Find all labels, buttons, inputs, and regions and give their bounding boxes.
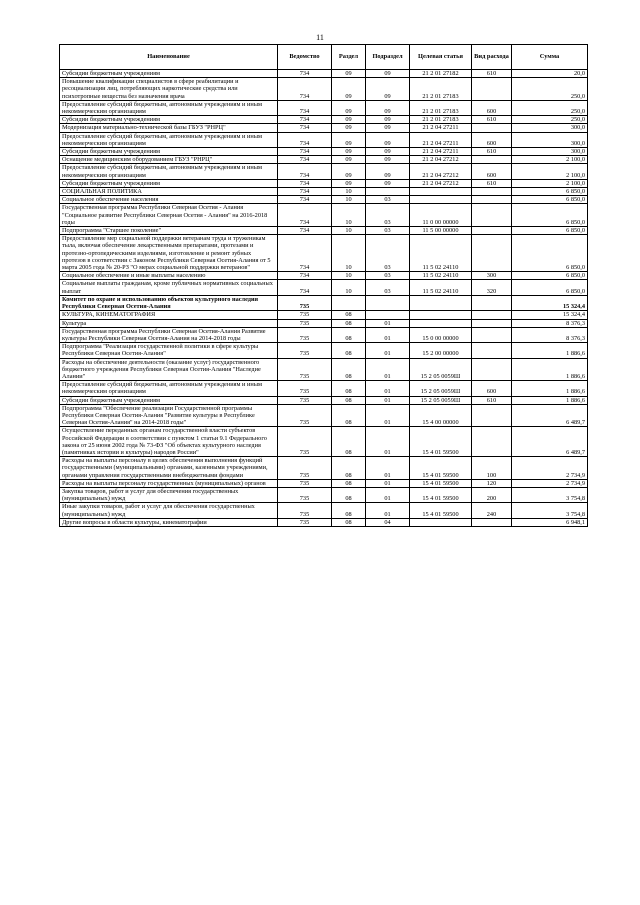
row-section-cell: 10 [332, 272, 366, 280]
row-target-article-cell: 21 2 01 27182 [410, 70, 472, 78]
row-name-cell: Иные закупки товаров, работ и услуг для обеспечения государственных (муниципальных) нужд [60, 503, 278, 518]
row-section-cell: 09 [332, 70, 366, 78]
row-expense-type-cell [472, 319, 512, 327]
row-expense-type-cell: 610 [472, 70, 512, 78]
row-expense-type-cell [472, 358, 512, 381]
row-department-cell: 735 [278, 427, 332, 457]
col-header-expense-type: Вид расхода [472, 45, 512, 70]
row-department-cell: 734 [278, 204, 332, 227]
row-expense-type-cell [472, 295, 512, 310]
row-sum-cell: 2 100,0 [512, 164, 588, 179]
row-section-cell: 08 [332, 503, 366, 518]
row-sum-cell: 8 376,3 [512, 327, 588, 342]
page-number: 11 [316, 33, 324, 42]
row-target-article-cell: 15 2 05 0059Ш [410, 381, 472, 396]
row-section-cell: 09 [332, 179, 366, 187]
row-sum-cell: 3 754,8 [512, 487, 588, 502]
row-subsection-cell: 01 [366, 503, 410, 518]
row-expense-type-cell: 610 [472, 148, 512, 156]
row-subsection-cell: 01 [366, 381, 410, 396]
row-expense-type-cell: 240 [472, 503, 512, 518]
row-sum-cell: 1 886,6 [512, 358, 588, 381]
row-section-cell: 10 [332, 235, 366, 272]
table-row [60, 78, 588, 101]
row-sum-cell: 2 734,9 [512, 457, 588, 480]
row-target-article-cell: 21 2 01 27183 [410, 78, 472, 101]
row-expense-type-cell [472, 196, 512, 204]
row-sum-cell: 6 948,1 [512, 518, 588, 526]
row-section-cell: 10 [332, 280, 366, 295]
row-target-article-cell: 11 5 02 24110 [410, 280, 472, 295]
table-row [60, 319, 588, 327]
row-section-cell: 08 [332, 487, 366, 502]
row-subsection-cell: 01 [366, 487, 410, 502]
row-sum-cell: 250,0 [512, 78, 588, 101]
row-department-cell: 734 [278, 156, 332, 164]
row-sum-cell: 8 376,3 [512, 319, 588, 327]
row-department-cell: 735 [278, 503, 332, 518]
row-name-cell: Социальное обеспечение и иные выплаты населению [60, 272, 278, 280]
row-section-cell: 08 [332, 427, 366, 457]
row-subsection-cell [366, 311, 410, 319]
row-department-cell: 734 [278, 235, 332, 272]
row-subsection-cell [366, 295, 410, 310]
row-target-article-cell: 11 5 00 00000 [410, 227, 472, 235]
row-target-article-cell: 21 2 04 27212 [410, 156, 472, 164]
row-section-cell: 09 [332, 78, 366, 101]
row-sum-cell: 2 100,0 [512, 179, 588, 187]
row-expense-type-cell [472, 204, 512, 227]
row-section-cell: 10 [332, 204, 366, 227]
row-department-cell: 734 [278, 188, 332, 196]
row-department-cell: 734 [278, 116, 332, 124]
row-name-cell: Предоставление субсидий бюджетным, автономным учреждениям и иным некоммерческим организациям [60, 381, 278, 396]
row-department-cell: 735 [278, 327, 332, 342]
row-subsection-cell: 09 [366, 164, 410, 179]
row-name-cell: Социальные выплаты гражданам, кроме публичных нормативных социальных выплат [60, 280, 278, 295]
row-subsection-cell: 01 [366, 404, 410, 427]
row-department-cell: 735 [278, 381, 332, 396]
row-subsection-cell: 09 [366, 70, 410, 78]
row-sum-cell: 300,0 [512, 124, 588, 132]
row-section-cell [332, 295, 366, 310]
row-name-cell: Комитет по охране и использованию объектов культурного наследия Республики Северная Осетия-Алания [60, 295, 278, 310]
row-sum-cell: 6 850,0 [512, 272, 588, 280]
row-subsection-cell: 03 [366, 196, 410, 204]
row-sum-cell: 6 850,0 [512, 196, 588, 204]
row-section-cell: 09 [332, 148, 366, 156]
row-department-cell: 735 [278, 479, 332, 487]
row-expense-type-cell: 610 [472, 396, 512, 404]
col-header-section: Раздел [332, 45, 366, 70]
table-row [60, 148, 588, 156]
row-sum-cell: 20,0 [512, 70, 588, 78]
row-section-cell: 09 [332, 124, 366, 132]
row-expense-type-cell [472, 343, 512, 358]
row-target-article-cell [410, 518, 472, 526]
row-subsection-cell: 03 [366, 272, 410, 280]
row-sum-cell: 6 850,0 [512, 227, 588, 235]
row-expense-type-cell: 320 [472, 280, 512, 295]
row-section-cell: 09 [332, 156, 366, 164]
row-name-cell: Субсидии бюджетным учреждениям [60, 70, 278, 78]
row-target-article-cell: 15 2 05 0059Ш [410, 358, 472, 381]
row-subsection-cell: 09 [366, 124, 410, 132]
col-header-name: Наименование [60, 45, 278, 70]
row-name-cell: Предоставление субсидий бюджетным, автономным учреждениям и иным некоммерческим организациям [60, 164, 278, 179]
row-expense-type-cell: 600 [472, 132, 512, 147]
table-row [60, 235, 588, 272]
row-department-cell: 735 [278, 343, 332, 358]
row-section-cell: 10 [332, 188, 366, 196]
row-target-article-cell: 21 2 04 27212 [410, 164, 472, 179]
row-expense-type-cell [472, 78, 512, 101]
table-row [60, 204, 588, 227]
table-row [60, 457, 588, 480]
row-subsection-cell: 09 [366, 132, 410, 147]
row-name-cell: КУЛЬТУРА, КИНЕМАТОГРАФИЯ [60, 311, 278, 319]
table-row [60, 188, 588, 196]
row-section-cell: 08 [332, 311, 366, 319]
table-row [60, 280, 588, 295]
row-department-cell: 734 [278, 196, 332, 204]
row-department-cell: 734 [278, 70, 332, 78]
row-expense-type-cell: 610 [472, 179, 512, 187]
table-row [60, 116, 588, 124]
row-name-cell: Субсидии бюджетным учреждениям [60, 148, 278, 156]
row-sum-cell: 300,0 [512, 148, 588, 156]
row-expense-type-cell [472, 124, 512, 132]
row-department-cell: 735 [278, 404, 332, 427]
col-header-subsection: Подраздел [366, 45, 410, 70]
table-row [60, 295, 588, 310]
row-name-cell: Другие вопросы в области культуры, кинематографии [60, 518, 278, 526]
row-sum-cell: 6 850,0 [512, 188, 588, 196]
row-target-article-cell: 11 0 00 00000 [410, 204, 472, 227]
row-target-article-cell: 11 5 02 24110 [410, 272, 472, 280]
row-name-cell: Культура [60, 319, 278, 327]
row-section-cell: 08 [332, 479, 366, 487]
table-row [60, 327, 588, 342]
row-subsection-cell: 01 [366, 358, 410, 381]
row-section-cell: 10 [332, 227, 366, 235]
row-sum-cell: 6 850,0 [512, 235, 588, 272]
row-sum-cell: 15 324,4 [512, 295, 588, 310]
row-sum-cell: 250,0 [512, 100, 588, 115]
row-name-cell: Государственная программа Республики Северная Осетия-Алания Развитие культуры Республики Северная Осетия-Алания на 2014-2018 годы [60, 327, 278, 342]
row-target-article-cell: 21 2 01 27183 [410, 100, 472, 115]
row-sum-cell: 250,0 [512, 116, 588, 124]
row-sum-cell: 1 886,6 [512, 396, 588, 404]
row-name-cell: Повышение квалификации специалистов в сфере реабилитации и ресоциализации лиц, потребляющих наркотические средства или психотропные вещества без назначения врача [60, 78, 278, 101]
row-expense-type-cell [472, 404, 512, 427]
row-name-cell: Закупка товаров, работ и услуг для обеспечения государственных (муниципальных) нужд [60, 487, 278, 502]
row-expense-type-cell [472, 227, 512, 235]
row-name-cell: Подпрограмма "Обеспечение реализации Государственной программы Республики Северная Осетия-Алания "Развитие культуры в Республике Северная Осетия-Алания" на 2014-2018 годы" [60, 404, 278, 427]
row-target-article-cell: 11 5 02 24110 [410, 235, 472, 272]
row-sum-cell: 2 100,0 [512, 156, 588, 164]
row-expense-type-cell: 600 [472, 381, 512, 396]
row-subsection-cell: 01 [366, 479, 410, 487]
table-row [60, 479, 588, 487]
row-expense-type-cell [472, 156, 512, 164]
row-expense-type-cell: 100 [472, 457, 512, 480]
row-department-cell: 734 [278, 78, 332, 101]
row-name-cell: Подпрограмма "Реализация государственной политики в сфере культуры Республики Северная Осетия-Алания" [60, 343, 278, 358]
row-target-article-cell: 15 4 01 59500 [410, 503, 472, 518]
row-target-article-cell: 15 4 01 59500 [410, 487, 472, 502]
row-section-cell: 08 [332, 327, 366, 342]
table-row [60, 427, 588, 457]
row-subsection-cell: 09 [366, 78, 410, 101]
table-row [60, 404, 588, 427]
row-subsection-cell: 09 [366, 156, 410, 164]
row-target-article-cell [410, 295, 472, 310]
row-section-cell: 08 [332, 457, 366, 480]
row-expense-type-cell: 600 [472, 100, 512, 115]
row-name-cell: Государственная программа Республики Северная Осетия - Алания "Социальное развитие Республики Северная Осетия - Алания" на 2016-2018 годы [60, 204, 278, 227]
row-name-cell: Расходы на выплаты персоналу в целях обеспечения выполнения функций государственными (муниципальными) органами, казенными учреждениями, органами управления государственными внебюджетными фондами [60, 457, 278, 480]
row-target-article-cell: 21 2 04 27212 [410, 179, 472, 187]
row-expense-type-cell [472, 518, 512, 526]
row-section-cell: 09 [332, 100, 366, 115]
col-header-department: Ведомство [278, 45, 332, 70]
row-section-cell: 10 [332, 196, 366, 204]
row-sum-cell: 1 886,6 [512, 343, 588, 358]
row-sum-cell: 6 489,7 [512, 404, 588, 427]
row-section-cell: 08 [332, 358, 366, 381]
row-department-cell: 735 [278, 396, 332, 404]
row-expense-type-cell [472, 188, 512, 196]
row-sum-cell: 15 324,4 [512, 311, 588, 319]
row-target-article-cell: 15 4 01 59500 [410, 427, 472, 457]
row-department-cell: 734 [278, 100, 332, 115]
row-subsection-cell: 01 [366, 396, 410, 404]
row-sum-cell: 6 850,0 [512, 280, 588, 295]
row-subsection-cell: 09 [366, 148, 410, 156]
row-sum-cell: 6 850,0 [512, 204, 588, 227]
row-expense-type-cell: 600 [472, 164, 512, 179]
row-name-cell: Расходы на выплаты персоналу государственных (муниципальных) органов [60, 479, 278, 487]
row-target-article-cell: 15 4 01 59500 [410, 457, 472, 480]
row-subsection-cell: 01 [366, 343, 410, 358]
row-department-cell: 735 [278, 518, 332, 526]
row-target-article-cell: 15 4 01 59500 [410, 479, 472, 487]
row-target-article-cell: 15 2 05 0059Ш [410, 396, 472, 404]
table-row [60, 518, 588, 526]
table-row [60, 358, 588, 381]
col-header-sum: Сумма [512, 45, 588, 70]
row-department-cell: 734 [278, 227, 332, 235]
row-department-cell: 734 [278, 148, 332, 156]
row-target-article-cell [410, 196, 472, 204]
table-row [60, 381, 588, 396]
row-target-article-cell [410, 319, 472, 327]
table-row [60, 164, 588, 179]
budget-table [59, 44, 588, 527]
row-section-cell: 08 [332, 518, 366, 526]
row-sum-cell: 3 754,8 [512, 503, 588, 518]
row-department-cell: 734 [278, 132, 332, 147]
row-department-cell: 734 [278, 124, 332, 132]
row-name-cell: Предоставление мер социальной поддержки ветеранам труда и труженикам тыла, включая обеспечение лекарственными препаратами, протезами и протезно-ортопедическими изделиями, изготовление и ремонт зубных протезов в соответствии с Законом Республики Северная Осетия-Алания от 5 марта 2005 года № 20-РЗ "О мерах социальной поддержки ветеранов" [60, 235, 278, 272]
table-row [60, 100, 588, 115]
row-subsection-cell: 03 [366, 235, 410, 272]
row-name-cell: Модернизация материально-технической базы ГБУЗ "РНРЦ" [60, 124, 278, 132]
table-row [60, 70, 588, 78]
row-target-article-cell: 21 2 04 27211 [410, 148, 472, 156]
row-subsection-cell [366, 188, 410, 196]
row-department-cell: 735 [278, 311, 332, 319]
row-subsection-cell: 03 [366, 227, 410, 235]
row-department-cell: 734 [278, 280, 332, 295]
row-expense-type-cell [472, 311, 512, 319]
row-name-cell: СОЦИАЛЬНАЯ ПОЛИТИКА [60, 188, 278, 196]
row-target-article-cell: 21 2 04 27211 [410, 124, 472, 132]
table-row [60, 487, 588, 502]
row-target-article-cell: 15 4 00 00000 [410, 404, 472, 427]
row-name-cell: Социальное обеспечение населения [60, 196, 278, 204]
row-sum-cell: 6 489,7 [512, 427, 588, 457]
row-section-cell: 08 [332, 396, 366, 404]
table-row [60, 227, 588, 235]
table-row [60, 396, 588, 404]
row-expense-type-cell [472, 327, 512, 342]
row-name-cell: Осуществление переданных органам государственной власти субъектов Российской Федерации в соответствии с пунктом 1 статьи 9.1 Федерального закона от 25 июня 2002 года № 73-ФЗ "Об объектах культурного наследия (памятниках истории и культуры) народов России" [60, 427, 278, 457]
row-department-cell: 734 [278, 164, 332, 179]
table-header-row [60, 45, 588, 70]
row-section-cell: 08 [332, 343, 366, 358]
row-name-cell: Подпрограмма "Старшее поколение" [60, 227, 278, 235]
row-subsection-cell: 09 [366, 179, 410, 187]
row-name-cell: Субсидии бюджетным учреждениям [60, 116, 278, 124]
table-row [60, 196, 588, 204]
row-department-cell: 735 [278, 487, 332, 502]
row-target-article-cell: 21 2 01 27183 [410, 116, 472, 124]
row-name-cell: Расходы на обеспечение деятельности (оказание услуг) государственного бюджетного учреждения Республики Северная Осетия-Алания "Наследие Алании" [60, 358, 278, 381]
table-row [60, 311, 588, 319]
row-department-cell: 735 [278, 295, 332, 310]
row-subsection-cell: 01 [366, 319, 410, 327]
row-name-cell: Субсидии бюджетным учреждениям [60, 179, 278, 187]
row-name-cell: Предоставление субсидий бюджетным, автономным учреждениям и иным некоммерческим организациям [60, 100, 278, 115]
row-department-cell: 735 [278, 319, 332, 327]
row-name-cell: Субсидии бюджетным учреждениям [60, 396, 278, 404]
row-section-cell: 08 [332, 381, 366, 396]
row-subsection-cell: 03 [366, 204, 410, 227]
row-target-article-cell: 15 2 00 00000 [410, 343, 472, 358]
table-row [60, 156, 588, 164]
row-department-cell: 735 [278, 457, 332, 480]
row-department-cell: 734 [278, 272, 332, 280]
table-row [60, 272, 588, 280]
row-subsection-cell: 03 [366, 280, 410, 295]
row-expense-type-cell: 300 [472, 272, 512, 280]
row-sum-cell: 1 886,6 [512, 381, 588, 396]
row-expense-type-cell: 610 [472, 116, 512, 124]
row-department-cell: 735 [278, 358, 332, 381]
row-section-cell: 09 [332, 116, 366, 124]
row-subsection-cell: 09 [366, 100, 410, 115]
row-subsection-cell: 01 [366, 427, 410, 457]
row-subsection-cell: 09 [366, 116, 410, 124]
row-subsection-cell: 01 [366, 327, 410, 342]
row-section-cell: 09 [332, 164, 366, 179]
row-subsection-cell: 01 [366, 457, 410, 480]
row-expense-type-cell: 200 [472, 487, 512, 502]
row-section-cell: 08 [332, 319, 366, 327]
row-target-article-cell: 21 2 04 27211 [410, 132, 472, 147]
row-sum-cell: 300,0 [512, 132, 588, 147]
row-department-cell: 734 [278, 179, 332, 187]
row-sum-cell: 2 734,9 [512, 479, 588, 487]
row-subsection-cell: 04 [366, 518, 410, 526]
row-name-cell: Предоставление субсидий бюджетным, автономным учреждениям и иным некоммерческим организациям [60, 132, 278, 147]
row-section-cell: 08 [332, 404, 366, 427]
table-row [60, 503, 588, 518]
row-target-article-cell: 15 0 00 00000 [410, 327, 472, 342]
row-expense-type-cell [472, 427, 512, 457]
table-row [60, 343, 588, 358]
row-target-article-cell [410, 311, 472, 319]
table-row [60, 132, 588, 147]
row-expense-type-cell [472, 235, 512, 272]
row-expense-type-cell: 120 [472, 479, 512, 487]
row-section-cell: 09 [332, 132, 366, 147]
col-header-target-article: Целевая статья [410, 45, 472, 70]
row-target-article-cell [410, 188, 472, 196]
table-row [60, 124, 588, 132]
table-row [60, 179, 588, 187]
row-name-cell: Оснащение медицинским оборудованием ГБУЗ "РНРЦ" [60, 156, 278, 164]
